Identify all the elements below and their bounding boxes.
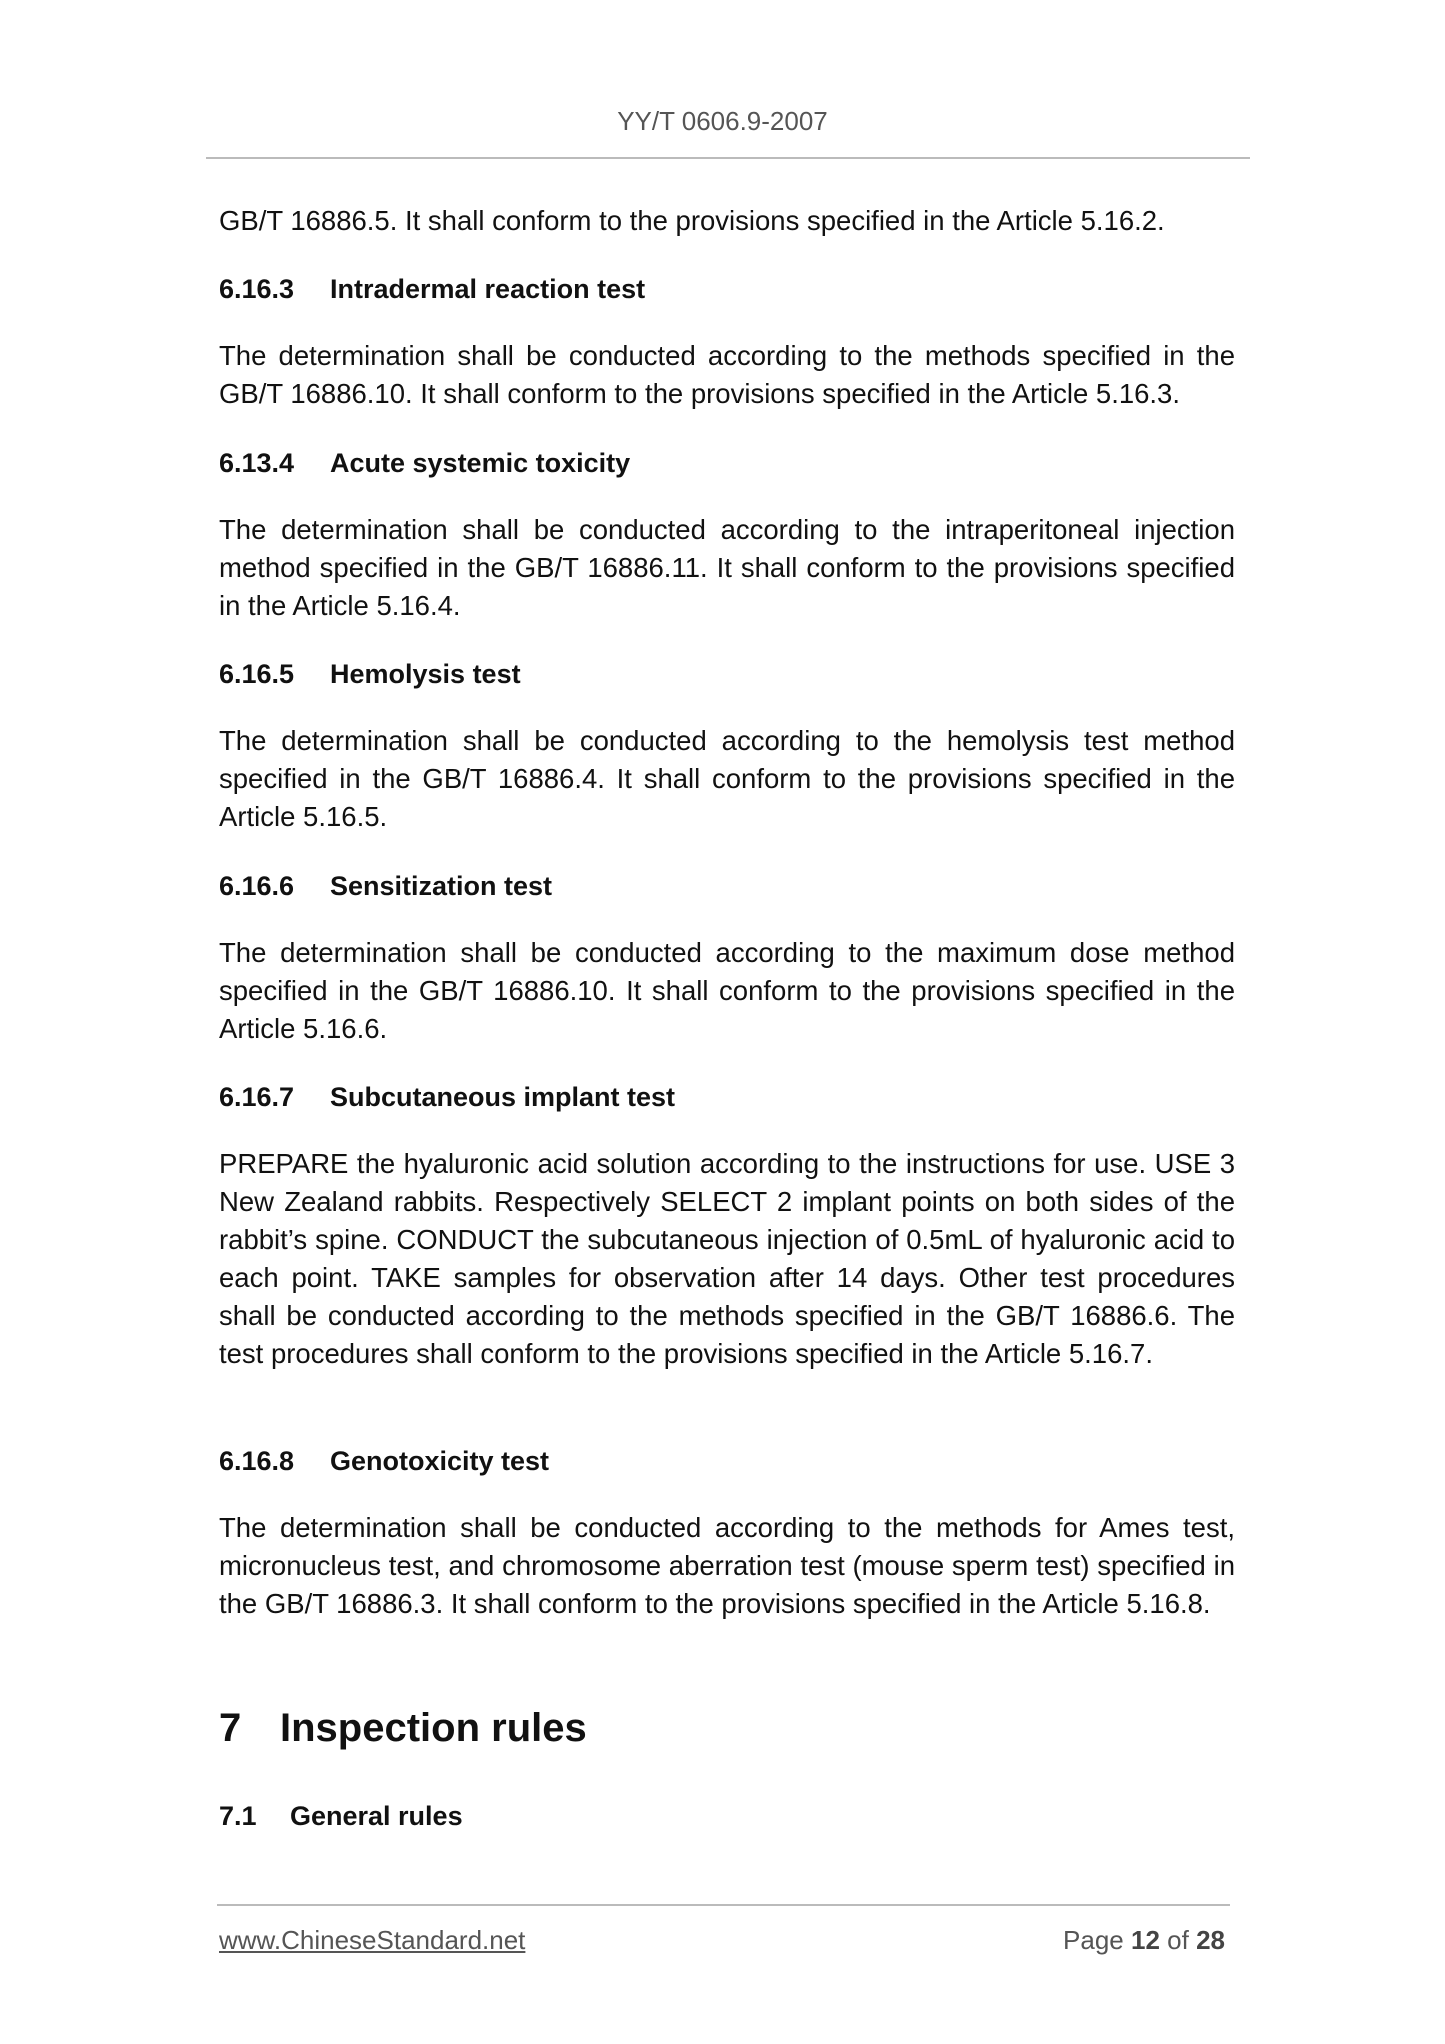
section-heading bbox=[219, 1442, 1235, 1480]
section-paragraph: The determination shall be conducted according to the methods specified in the GB/T 16886.10. It shall conform to the provisions specified in the Article 5.16.3. bbox=[219, 340, 1235, 409]
page-indicator bbox=[1063, 1925, 1225, 1956]
section-heading bbox=[219, 270, 1235, 308]
intro-paragraph: GB/T 16886.5. It shall conform to the provisions specified in the Article 5.16.2. bbox=[219, 205, 1165, 236]
section-paragraph: PREPARE the hyaluronic acid solution according to the instructions for use. USE 3 New Zealand rabbits. Respectively SELECT 2 implant points on both sides of the rabbit’s spine. CONDUCT the subcutaneous injection of 0.5mL of hyaluronic acid to each point. TAKE samples for observation after 14 days. Other test procedures shall be conducted according to the methods specified in the GB/T 16886.6. The test procedures shall conform to the provisions specified in the Article 5.16.7. bbox=[219, 1148, 1235, 1369]
section-title: Sensitization test bbox=[330, 871, 553, 901]
section-title: Intradermal reaction test bbox=[330, 274, 646, 304]
section-number: 6.16.8 bbox=[219, 1446, 295, 1476]
section-heading bbox=[219, 444, 1235, 482]
document-id-header: YY/T 0606.9-2007 bbox=[617, 106, 828, 136]
section-paragraph: The determination shall be conducted according to the methods for Ames test, micronucleus test, and chromosome aberration test (mouse sperm test) specified in the GB/T 16886.3. It shall conform to the provisions specified in the Article 5.16.8. bbox=[219, 1512, 1235, 1619]
section-paragraph: The determination shall be conducted according to the maximum dose method specified in the GB/T 16886.10. It shall conform to the provisions specified in the Article 5.16.6. bbox=[219, 937, 1235, 1044]
section-number: 6.13.4 bbox=[219, 448, 295, 478]
section-number: 6.16.5 bbox=[219, 659, 295, 689]
section-heading bbox=[219, 1078, 1235, 1116]
section-heading bbox=[219, 655, 1235, 693]
chapter-number: 7 bbox=[219, 1706, 242, 1750]
chapter-heading bbox=[219, 1706, 587, 1751]
section-title: Subcutaneous implant test bbox=[330, 1082, 676, 1112]
section-heading bbox=[219, 867, 1235, 905]
section-number: 6.16.3 bbox=[219, 274, 295, 304]
section-title: Hemolysis test bbox=[330, 659, 521, 689]
section-number: 6.16.7 bbox=[219, 1082, 295, 1112]
section-title: Acute systemic toxicity bbox=[330, 448, 631, 478]
website-link[interactable]: www.ChineseStandard.net bbox=[219, 1925, 526, 1955]
subsection-heading bbox=[219, 1797, 1235, 1835]
footer-divider bbox=[217, 1904, 1230, 1906]
section-number: 6.16.6 bbox=[219, 871, 295, 901]
section-paragraph: The determination shall be conducted according to the intraperitoneal injection method specified in the GB/T 16886.11. It shall conform to the provisions specified in the Article 5.16.4. bbox=[219, 514, 1235, 621]
page-prefix: Page bbox=[1063, 1925, 1124, 1955]
section-paragraph: The determination shall be conducted according to the hemolysis test method specified in the GB/T 16886.4. It shall conform to the provisions specified in the Article 5.16.5. bbox=[219, 725, 1235, 832]
page-of: of bbox=[1167, 1925, 1189, 1955]
page-number: 12 bbox=[1131, 1925, 1160, 1955]
header-divider bbox=[206, 157, 1250, 159]
subsection-number: 7.1 bbox=[219, 1801, 257, 1831]
chapter-title: Inspection rules bbox=[280, 1706, 587, 1750]
page-total: 28 bbox=[1196, 1925, 1225, 1955]
subsection-title: General rules bbox=[290, 1801, 463, 1831]
section-title: Genotoxicity test bbox=[330, 1446, 550, 1476]
